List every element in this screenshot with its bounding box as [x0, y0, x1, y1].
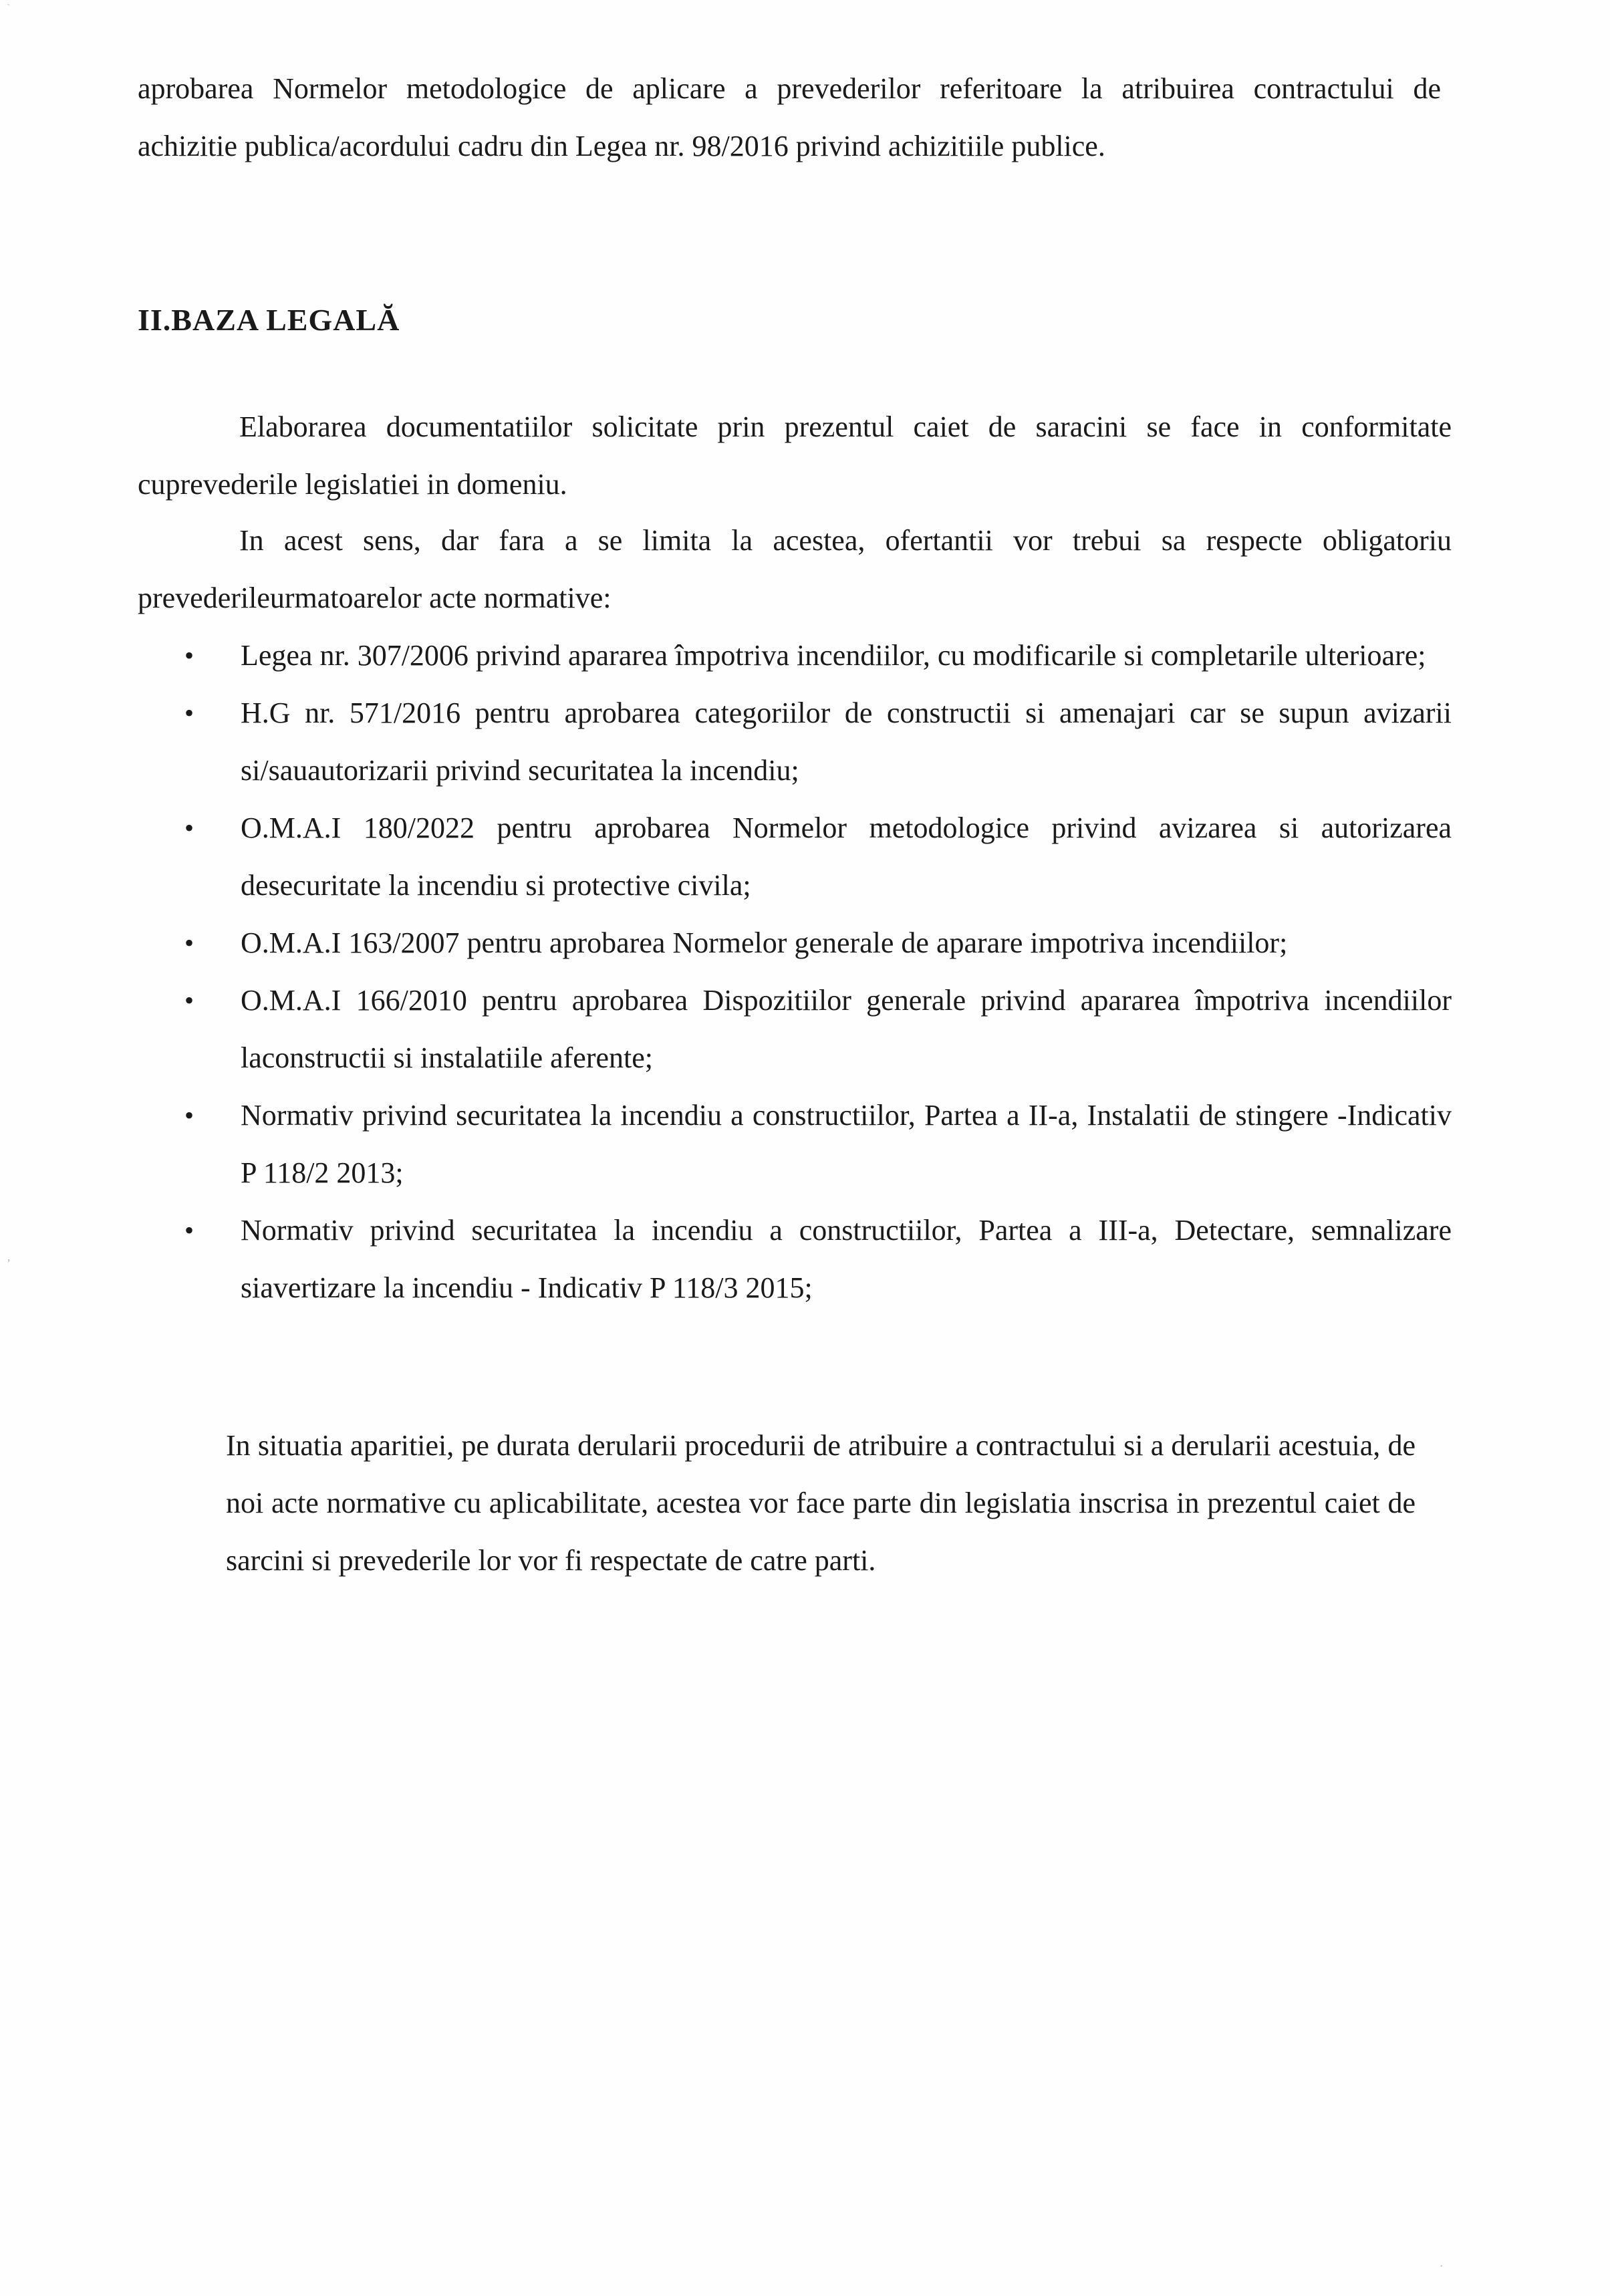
- scan-mark-bottom: .: [1440, 2256, 1443, 2269]
- intro-line-2: achizitie publica/acordului cadru din Legea nr. 98/2016 privind achizitiile publice.: [138, 130, 1105, 162]
- paragraph-2-line-1: In acest sens, dar fara a se limita la acestea, ofertantii vor trebui sa respecte obligatoriu: [239, 524, 1452, 557]
- list-item: [138, 1202, 1452, 1317]
- bullet-icon: •: [184, 985, 194, 1015]
- legal-acts-list: [138, 627, 1452, 1317]
- closing-text: In situatia aparitiei, pe durata derularii procedurii de atribuire a contractului si a derularii acestuia, de noi acte normative cu aplicabilitate, acestea vor face parte din legislatia inscrisa in prezentul caiet de sarcini si prevederile lor vor fi respectate de catre parti.: [226, 1429, 1416, 1577]
- legal-act-text: Legea nr. 307/2006 privind apararea împotriva incendiilor, cu modificarile si completarile ulterioare;: [241, 639, 1426, 672]
- bullet-icon: •: [184, 640, 194, 670]
- bullet-icon: •: [184, 1215, 194, 1245]
- legal-act-text: O.M.A.I 163/2007 pentru aprobarea Normelor generale de aparare impotriva incendiilor;: [241, 926, 1288, 959]
- paragraph-legal-basis: [138, 398, 1452, 513]
- section-heading: II.BAZA LEGALĂ: [138, 303, 400, 337]
- list-item: [138, 972, 1452, 1087]
- list-item: [138, 914, 1452, 972]
- paragraph-1-line-1: Elaborarea documentatiilor solicitate prin prezentul caiet de saracini se face in conformitate: [239, 410, 1452, 443]
- legal-act-text: O.M.A.I 180/2022 pentru aprobarea Normelor metodologice privind avizarea si autorizarea desecuritate la incendiu si protective civila;: [241, 811, 1452, 902]
- paragraph-2-line-2: prevederileurmatoarelor acte normative:: [138, 582, 612, 614]
- scan-mark-left: ‚: [7, 1250, 11, 1263]
- bullet-icon: •: [184, 1100, 194, 1130]
- legal-act-text: Normativ privind securitatea la incendiu a constructiilor, Partea a II-a, Instalatii de stingere -Indicativ P 118/2 2013;: [241, 1099, 1452, 1189]
- legal-act-text: H.G nr. 571/2016 pentru aprobarea categoriilor de constructii si amenajari car se supun avizarii si/sauautorizarii privind securitatea la incendiu;: [241, 696, 1452, 787]
- legal-act-text: O.M.A.I 166/2010 pentru aprobarea Dispozitiilor generale privind apararea împotriva incendiilor laconstructii si instalatiile aferente;: [241, 984, 1452, 1074]
- intro-line-1: aprobarea Normelor metodologice de aplicare a prevederilor referitoare la atribuirea contractului de: [138, 72, 1441, 105]
- bullet-icon: •: [184, 698, 194, 728]
- intro-paragraph: [138, 60, 1441, 175]
- list-item: [138, 684, 1452, 799]
- paragraph-1-line-2: cuprevederile legislatiei in domeniu.: [138, 468, 567, 501]
- bullet-icon: •: [184, 928, 194, 958]
- paragraph-obligations: [138, 512, 1452, 627]
- list-item: [138, 799, 1452, 914]
- legal-act-text: Normativ privind securitatea la incendiu a constructiilor, Partea a III-a, Detectare, semnalizare siavertizare la incendiu - Indicativ P 118/3 2015;: [241, 1214, 1452, 1304]
- closing-paragraph: [226, 1417, 1416, 1589]
- list-item: [138, 627, 1452, 684]
- list-item: [138, 1087, 1452, 1202]
- bullet-icon: •: [184, 813, 194, 843]
- scan-mark-top: `: [7, 3, 11, 14]
